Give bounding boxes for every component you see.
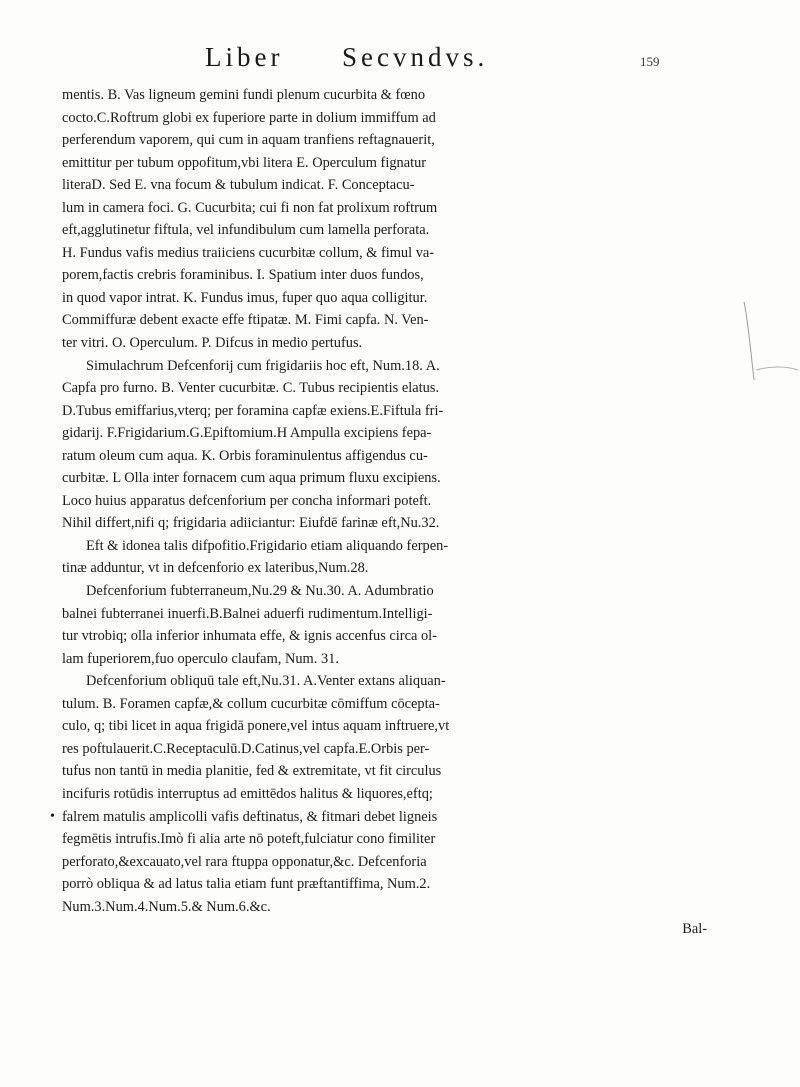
text-line-content: falrem matulis amplicolli vafis deftinatus, & fitmari debet ligneis [62, 808, 438, 825]
text-line: in quod vapor intrat. K. Fundus imus, fuper quo aqua colligitur. [62, 289, 428, 306]
text-line: tulum. B. Foramen capfæ,& collum cucurbitæ cōmiffum cōcepta- [62, 695, 440, 712]
text-line: curbitæ. L Olla inter fornacem cum aqua primum fluxu excipiens. [62, 470, 441, 487]
text-line: cocto.C.Roftrum globi ex fuperiore parte in dolium immiffum ad [62, 109, 436, 126]
text-line: porem,factis crebris foraminibus. I. Spatium inter duos fundos, [62, 267, 424, 284]
body-text [50, 84, 707, 941]
text-line: res poftulauerit.C.Receptaculū.D.Catinus,vel capfa.E.Orbis per- [62, 740, 430, 757]
text-line: D.Tubus emiffarius,vterq; per foramina capfæ exiens.E.Fiftula fri- [62, 402, 444, 419]
text-line: H. Fundus vafis medius traiiciens cucurbitæ collum, & fimul va- [62, 244, 435, 261]
text-line: Loco huius apparatus defcenforium per concha informari poteft. [62, 492, 432, 509]
text-line: ratum oleum cum aqua. K. Orbis foraminulentus affigendus cu- [62, 447, 428, 464]
text-line: ter vitri. O. Operculum. P. Difcus in medio pertufus. [62, 335, 363, 352]
text-line: mentis. B. Vas ligneum gemini fundi plenum cucurbita & fœno [62, 87, 426, 103]
text-line: perferendum vaporem, qui cum in aquam tranfiens reftagnauerit, [62, 132, 435, 149]
running-head-right: Secvndvs. [342, 42, 489, 72]
text-line: tufus non tantū in media planitie, fed & extremitate, vt fit circulus [62, 763, 442, 780]
text-line: incifuris rotūdis interruptus ad emittēdos halitus & liquores,eftq; [62, 785, 433, 802]
catchword: Bal- [682, 921, 707, 938]
text-line: lum in camera foci. G. Cucurbita; cui fi non fat prolixum roftrum [62, 199, 438, 216]
text-line: eft,agglutinetur fiftula, vel infundibulum cum lamella perforata. [62, 222, 430, 239]
text-line: Simulachrum Defcenforij cum frigidariis hoc eft, Num.18. A. [86, 357, 440, 374]
text-line: culo, q; tibi licet in aqua frigidā ponere,vel intus aquam inftruere,vt [62, 718, 450, 735]
running-head-left: Liber [205, 42, 284, 72]
text-line: Nihil differt,nifi q; frigidaria adiiciantur: Eiufdē farinæ eft,Nu.32. [62, 515, 440, 532]
text-line: perforato,&excauato,vel rara ftuppa opponatur,&c. Defcenforia [62, 853, 427, 870]
text-line: Num.3.Num.4.Num.5.& Num.6.&c. [62, 898, 271, 915]
running-head [205, 42, 565, 76]
margin-pen-stroke [742, 300, 800, 390]
text-line: Eft & idonea talis difpofitio.Frigidario etiam aliquando ferpen- [86, 537, 449, 554]
text-line: Defcenforium obliquū tale eft,Nu.31. A.Venter extans aliquan- [86, 673, 446, 690]
text-line: Capfa pro furno. B. Venter cucurbitæ. C. Tubus recipientis elatus. [62, 380, 440, 397]
text-line: fegmētis intrufis.Imò fi alia arte nō poteft,fulciatur cono fimiliter [62, 831, 436, 848]
text-line: literaD. Sed E. vna focum & tubulum indicat. F. Conceptacu- [62, 177, 415, 194]
text-line: Defcenforium fubterraneum,Nu.29 & Nu.30. A. Adumbratio [86, 583, 434, 600]
page-number: 159 [640, 54, 660, 69]
text-line: balnei fubterranei inuerfi.B.Balnei aduerfi rudimentum.Intelligi- [62, 605, 433, 622]
text-line: tinæ adduntur, vt in defcenforio ex lateribus,Num.28. [62, 560, 369, 577]
text-line: porrò obliqua & ad latus talia etiam funt præftantiffima, Num.2. [62, 876, 431, 893]
text-line: Commiffuræ debent exacte effe ftipatæ. M. Fimi capfa. N. Ven- [62, 312, 429, 329]
text-line: emittitur per tubum oppofitum,vbi litera E. Operculum fignatur [62, 154, 427, 171]
text-line [50, 806, 707, 829]
text-line: tur vtrobiq; olla inferior inhumata effe, & ignis accenfus circa ol- [62, 628, 437, 645]
margin-bullet-mark: • [50, 808, 55, 824]
text-line: lam fuperiorem,fuo operculo claufam, Num. 31. [62, 650, 339, 667]
text-line: gidarij. F.Frigidarium.G.Epiftomium.H Ampulla excipiens fepa- [62, 425, 432, 442]
